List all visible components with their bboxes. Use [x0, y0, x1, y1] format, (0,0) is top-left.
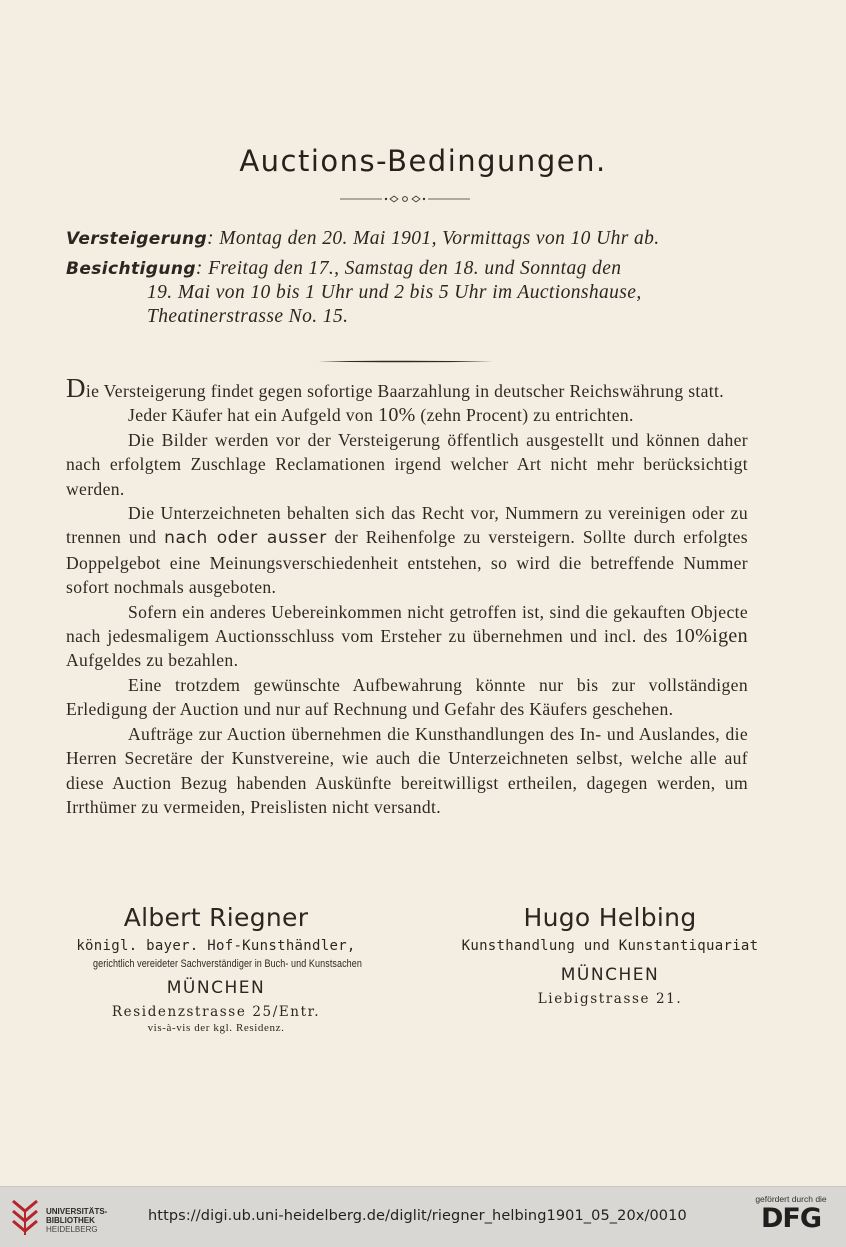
- drop-cap: D: [66, 373, 86, 403]
- auction-label: Versteigerung: [66, 229, 208, 249]
- viewing-line-2: 19. Mai von 10 bis 1 Uhr und 2 bis 5 Uhr im Auctionshause,: [147, 282, 642, 303]
- signature-right: [460, 903, 760, 1007]
- paragraph-storage: Eine trotzdem gewünschte Aufbewahrung könnte nur bis zur vollständigen Erledigung der Auction und nur auf Rechnung und Gefahr des Käufers geschehen.: [66, 674, 748, 720]
- viewing-line-1: [66, 258, 621, 280]
- funding-note: gefördert durch die: [755, 1194, 827, 1204]
- auction-date-line: [66, 228, 660, 250]
- paragraph-exhibition: Die Bilder werden vor der Versteigerung öffentlich ausgestellt und können daher nach erfolgtem Zuschlage Reclamationen irgend welcher Art nicht mehr berücksichtigt werden.: [66, 429, 748, 499]
- viewing-line-3: Theatinerstrasse No. 15.: [147, 306, 349, 327]
- signer-note-left: vis-à-vis der kgl. Residenz.: [147, 1022, 285, 1034]
- signature-left: [66, 903, 366, 1034]
- signer-city-left: MÜNCHEN: [166, 978, 266, 998]
- viewing-text-1: : Freitag den 17., Samstag den 18. und Sonntag den: [195, 258, 622, 279]
- signer-role-left: gerichtlich vereideter Sachverständiger in Buch- und Kunstsachen: [93, 958, 362, 970]
- paragraph-lots: Die Unterzeichneten behalten sich das Recht vor, Nummern zu vereinigen oder zu trennen und nach oder ausser der Reihenfolge zu versteigern. Sollte durch erfolgtes Doppelgebot eine Meinungsverschiedenheit entstehen, so wird die betreffende Nummer sofort nochmals ausgeboten.: [66, 503, 748, 598]
- dfg-logo[interactable]: [748, 1194, 834, 1242]
- permalink-url[interactable]: https://digi.ub.uni-heidelberg.de/diglit/riegner_helbing1901_05_20x/0010: [148, 1208, 687, 1224]
- page-title: Auctions-Bedingungen.: [239, 144, 607, 178]
- library-name-2: BIBLIOTHEK: [46, 1216, 95, 1225]
- signer-title-left: königl. bayer. Hof-Kunsthändler,: [76, 938, 356, 954]
- section-divider: [318, 350, 493, 353]
- signer-address-left: Residenzstrasse 25/Entr.: [111, 1004, 321, 1020]
- paragraph-collection: Sofern ein anderes Uebereinkommen nicht getroffen ist, sind die gekauften Objecte nach jedesmaligem Auctionsschluss vom Ersteher zu übernehmen und incl. des 10%igen Aufgeldes zu bezahlen.: [66, 601, 748, 671]
- signer-city-right: MÜNCHEN: [560, 965, 660, 985]
- signer-name-right: Hugo Helbing: [523, 903, 697, 932]
- signer-name-left: Albert Riegner: [123, 903, 309, 932]
- paragraph-payment: Die Versteigerung findet gegen sofortige Baarzahlung in deutscher Reichswährung statt.: [66, 373, 725, 403]
- viewer-footer: [0, 1186, 846, 1247]
- paragraph-premium: Jeder Käufer hat ein Aufgeld von 10% (zehn Procent) zu entrichten.: [128, 404, 634, 427]
- conditions-text: [66, 373, 748, 819]
- dfg-logo-text: DFG: [760, 1203, 822, 1234]
- university-library-logo[interactable]: [10, 1195, 130, 1239]
- ornament-divider-icon: [340, 193, 470, 205]
- library-name-1: UNIVERSITÄTS-: [46, 1207, 108, 1216]
- auction-text: : Montag den 20. Mai 1901, Vormittags von 10 Uhr ab.: [207, 228, 660, 249]
- paragraph-orders: Aufträge zur Auction übernehmen die Kunsthandlungen des In- und Auslandes, die Herren Secretäre der Kunstvereine, wie auch die Unterzeichneten selbst, welche alle auf diese Auction Bezug habenden Auskünfte bereitwilligst ertheilen, dagegen werden, um Irrthümer zu vermeiden, Preislisten nicht versandt.: [66, 723, 748, 817]
- signer-title-right: Kunsthandlung und Kunstantiquariat: [461, 938, 759, 954]
- viewing-label: Besichtigung: [66, 259, 196, 279]
- university-library-logo-icon: [10, 1195, 40, 1239]
- signer-address-right: Liebigstrasse 21.: [537, 991, 683, 1007]
- library-name-3: HEIDELBERG: [46, 1225, 98, 1234]
